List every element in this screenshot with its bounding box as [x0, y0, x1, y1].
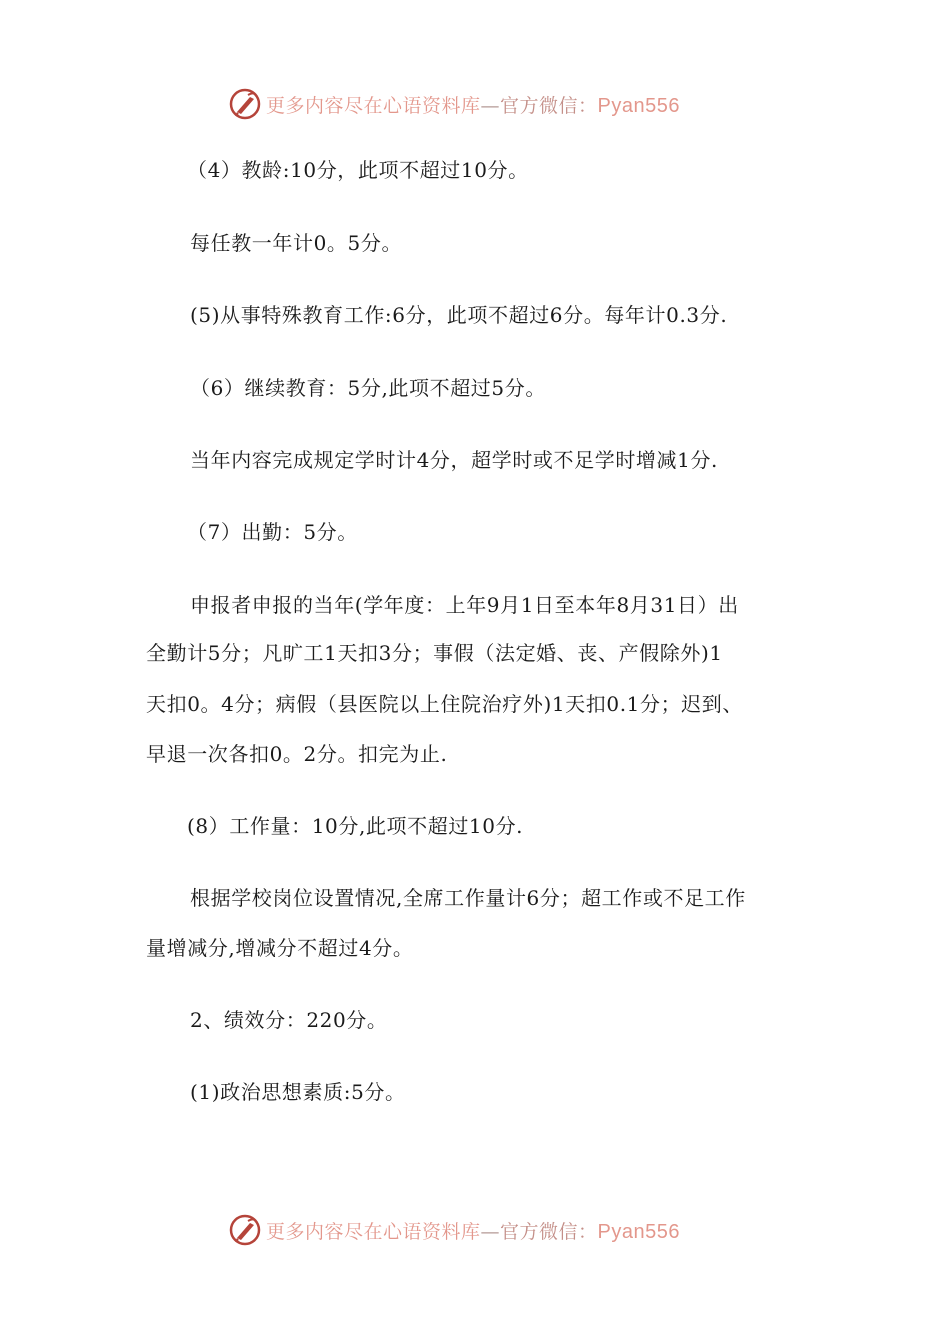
banner-title: 更多内容尽在心语资料库 [266, 94, 481, 117]
pen-nib-icon [228, 1213, 262, 1247]
paragraph-line: 量增减分,增减分不超过4分。 [146, 936, 414, 960]
pen-nib-icon [228, 87, 262, 121]
paragraph-line: （4）教龄:10分，此项不超过10分。 [187, 158, 529, 182]
paragraph-line: （7）出勤：5分。 [187, 520, 358, 544]
header-banner [0, 82, 950, 126]
paragraph-line: 根据学校岗位设置情况,全席工作量计6分；超工作或不足工作 [190, 886, 746, 910]
paragraph-line: 当年内容完成规定学时计4分，超学时或不足学时增减1分. [190, 448, 719, 472]
banner-wechat-id: Pyan556 [597, 94, 680, 117]
banner-dash: — [480, 1220, 501, 1243]
paragraph-line: 天扣0。4分；病假（县医院以上住院治疗外)1天扣0.1分；迟到、 [146, 692, 743, 716]
banner-wechat-id: Pyan556 [597, 1220, 680, 1243]
paragraph-line: (1)政治思想素质:5分。 [190, 1080, 406, 1104]
banner-wechat-label: 官方微信： [500, 1220, 598, 1243]
banner-text [266, 91, 680, 118]
paragraph-line: (5)从事特殊教育工作:6分，此项不超过6分。每年计0.3分. [190, 303, 728, 327]
banner-dash: — [480, 94, 501, 117]
paragraph-line: 2、绩效分：220分。 [190, 1008, 388, 1032]
paragraph-line: 申报者申报的当年(学年度：上年9月1日至本年8月31日）出 [190, 593, 739, 617]
banner-wechat-label: 官方微信： [500, 94, 598, 117]
paragraph-line: （6）继续教育：5分,此项不超过5分。 [190, 376, 546, 400]
footer-banner [0, 1208, 950, 1252]
paragraph-line: 全勤计5分；凡旷工1天扣3分；事假（法定婚、丧、产假除外)1 [146, 641, 723, 665]
banner-title: 更多内容尽在心语资料库 [266, 1220, 481, 1243]
paragraph-line: 早退一次各扣0。2分。扣完为止. [146, 742, 448, 766]
banner-text [266, 1217, 680, 1244]
paragraph-line: (8）工作量：10分,此项不超过10分. [187, 814, 524, 838]
paragraph-line: 每任教一年计0。5分。 [190, 231, 403, 255]
